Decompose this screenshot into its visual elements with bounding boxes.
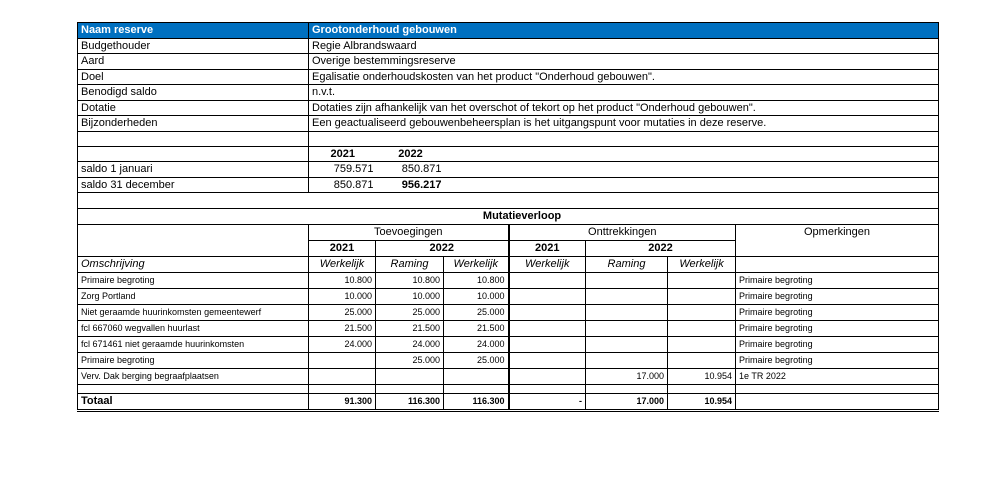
saldo-value-2021: 759.571 <box>309 162 377 178</box>
ontt-werkelijk-2021 <box>509 368 586 384</box>
omschrijving-header: Omschrijving <box>78 256 309 272</box>
opmerking: Primaire begroting <box>736 352 939 368</box>
info-label: Bijzonderheden <box>78 116 309 132</box>
totaal-ontt-raming-2022: 17.000 <box>586 393 668 410</box>
subheader-raming: Raming <box>376 256 444 272</box>
totaal-row <box>78 393 939 410</box>
info-label: Benodigd saldo <box>78 85 309 101</box>
info-row <box>78 54 939 70</box>
info-value: Regie Albrandswaard <box>309 38 939 54</box>
ontt-raming-2022 <box>586 336 668 352</box>
reserve-name-label: Naam reserve <box>78 23 309 39</box>
ontt-werkelijk-2021 <box>509 320 586 336</box>
totaal-toev-werkelijk-2021: 91.300 <box>309 393 376 410</box>
toev-year-2021: 2021 <box>309 240 376 256</box>
saldo-value-2022: 850.871 <box>377 162 445 178</box>
ontt-year-2021: 2021 <box>509 240 586 256</box>
mutatie-title: Mutatieverloop <box>309 208 736 224</box>
ontt-raming-2022 <box>586 320 668 336</box>
saldo-year-2022: 2022 <box>398 147 423 160</box>
mutatie-omschrijving: Verv. Dak berging begraafplaatsen <box>78 368 309 384</box>
ontt-werkelijk-2022: 10.954 <box>668 368 736 384</box>
totaal-toev-werkelijk-2022: 116.300 <box>444 393 509 410</box>
blank-row <box>78 193 939 208</box>
ontt-werkelijk-2022 <box>668 336 736 352</box>
totaal-label: Totaal <box>78 393 309 410</box>
toev-year-2022: 2022 <box>376 240 509 256</box>
spacer-row <box>78 384 939 393</box>
mutatie-omschrijving: Niet geraamde huurinkomsten gemeentewerf <box>78 304 309 320</box>
ontt-werkelijk-2021 <box>509 336 586 352</box>
info-row <box>78 85 939 101</box>
saldo-label: saldo 31 december <box>78 177 309 193</box>
toev-werkelijk-2022: 25.000 <box>444 352 509 368</box>
toev-werkelijk-2022: 24.000 <box>444 336 509 352</box>
mutatie-row <box>78 320 939 336</box>
mutatie-title-row <box>78 208 939 224</box>
mutatie-row <box>78 272 939 288</box>
toev-raming-2022: 25.000 <box>376 304 444 320</box>
ontt-raming-2022 <box>586 288 668 304</box>
mutatie-omschrijving: Zorg Portland <box>78 288 309 304</box>
ontt-werkelijk-2022 <box>668 304 736 320</box>
toev-werkelijk-2022: 25.000 <box>444 304 509 320</box>
ontt-werkelijk-2022 <box>668 352 736 368</box>
toev-werkelijk-2021: 24.000 <box>309 336 376 352</box>
toev-werkelijk-2021: 21.500 <box>309 320 376 336</box>
totaal-ontt-werkelijk-2021: - <box>509 393 586 410</box>
ontt-werkelijk-2021 <box>509 288 586 304</box>
info-row <box>78 100 939 116</box>
mutatie-year-row <box>78 240 939 256</box>
mutatie-row <box>78 288 939 304</box>
info-value: Een geactualiseerd gebouwenbeheersplan is het uitgangspunt voor mutaties in deze reserve. <box>309 116 939 132</box>
totaal-ontt-werkelijk-2022: 10.954 <box>668 393 736 410</box>
totaal-toev-raming-2022: 116.300 <box>376 393 444 410</box>
info-value: Overige bestemmingsreserve <box>309 54 939 70</box>
ontt-raming-2022 <box>586 352 668 368</box>
info-value: Egalisatie onderhoudskosten van het product "Onderhoud gebouwen". <box>309 69 939 85</box>
subheader-werkelijk: Werkelijk <box>668 256 736 272</box>
subheader-werkelijk: Werkelijk <box>309 256 376 272</box>
ontt-werkelijk-2022 <box>668 288 736 304</box>
toev-raming-2022: 10.800 <box>376 272 444 288</box>
ontt-werkelijk-2022 <box>668 320 736 336</box>
ontt-werkelijk-2021 <box>509 272 586 288</box>
toev-werkelijk-2022: 10.800 <box>444 272 509 288</box>
toev-werkelijk-2022 <box>444 368 509 384</box>
ontt-raming-2022 <box>586 304 668 320</box>
opmerking: Primaire begroting <box>736 336 939 352</box>
reserve-name-value: Grootonderhoud gebouwen <box>309 23 939 39</box>
blank-row <box>78 131 939 146</box>
toev-raming-2022: 24.000 <box>376 336 444 352</box>
info-label: Doel <box>78 69 309 85</box>
info-row <box>78 69 939 85</box>
mutatie-row <box>78 336 939 352</box>
info-row <box>78 38 939 54</box>
saldo-row <box>78 177 939 193</box>
saldo-value-2021: 850.871 <box>309 177 377 193</box>
saldo-label: saldo 1 januari <box>78 162 309 178</box>
toev-raming-2022 <box>376 368 444 384</box>
info-row <box>78 116 939 132</box>
opmerking: 1e TR 2022 <box>736 368 939 384</box>
reserve-name-row <box>78 23 939 39</box>
subheader-werkelijk: Werkelijk <box>509 256 586 272</box>
saldo-value-2022: 956.217 <box>377 177 445 193</box>
mutatie-row <box>78 352 939 368</box>
toev-werkelijk-2021: 10.000 <box>309 288 376 304</box>
toev-werkelijk-2021 <box>309 352 376 368</box>
toev-raming-2022: 25.000 <box>376 352 444 368</box>
toev-werkelijk-2022: 10.000 <box>444 288 509 304</box>
ontt-werkelijk-2022 <box>668 272 736 288</box>
saldo-row <box>78 162 939 178</box>
saldo-table <box>77 147 939 208</box>
mutatieverloop-table <box>77 208 939 412</box>
info-value: Dotaties zijn afhankelijk van het overschot of tekort op het product "Onderhoud gebouwen". <box>309 100 939 116</box>
mutatie-omschrijving: Primaire begroting <box>78 352 309 368</box>
reserve-sheet <box>77 22 939 412</box>
opmerkingen-header: Opmerkingen <box>736 224 939 240</box>
totaal-opmerking <box>736 393 939 410</box>
ontt-raming-2022 <box>586 272 668 288</box>
ontt-werkelijk-2021 <box>509 352 586 368</box>
reserve-info-table <box>77 22 939 147</box>
toev-werkelijk-2021: 25.000 <box>309 304 376 320</box>
mutatie-omschrijving: Primaire begroting <box>78 272 309 288</box>
info-value: n.v.t. <box>309 85 939 101</box>
ontt-raming-2022: 17.000 <box>586 368 668 384</box>
toev-werkelijk-2021 <box>309 368 376 384</box>
opmerking: Primaire begroting <box>736 288 939 304</box>
mutatie-subheader-row <box>78 256 939 272</box>
info-label: Dotatie <box>78 100 309 116</box>
toevoegingen-header: Toevoegingen <box>309 224 509 240</box>
mutatie-row <box>78 304 939 320</box>
info-label: Budgethouder <box>78 38 309 54</box>
subheader-werkelijk: Werkelijk <box>444 256 509 272</box>
toev-werkelijk-2021: 10.800 <box>309 272 376 288</box>
opmerking: Primaire begroting <box>736 320 939 336</box>
mutatie-omschrijving: fcl 671461 niet geraamde huurinkomsten <box>78 336 309 352</box>
toev-raming-2022: 10.000 <box>376 288 444 304</box>
mutatie-group-row <box>78 224 939 240</box>
opmerking: Primaire begroting <box>736 272 939 288</box>
ontt-year-2022: 2022 <box>586 240 736 256</box>
opmerking: Primaire begroting <box>736 304 939 320</box>
subheader-raming: Raming <box>586 256 668 272</box>
saldo-year-2021: 2021 <box>330 147 355 160</box>
mutatie-omschrijving: fcl 667060 wegvallen huurlast <box>78 320 309 336</box>
info-label: Aard <box>78 54 309 70</box>
onttrekkingen-header: Onttrekkingen <box>509 224 736 240</box>
toev-werkelijk-2022: 21.500 <box>444 320 509 336</box>
mutatie-row <box>78 368 939 384</box>
ontt-werkelijk-2021 <box>509 304 586 320</box>
saldo-year-row <box>78 147 939 162</box>
toev-raming-2022: 21.500 <box>376 320 444 336</box>
